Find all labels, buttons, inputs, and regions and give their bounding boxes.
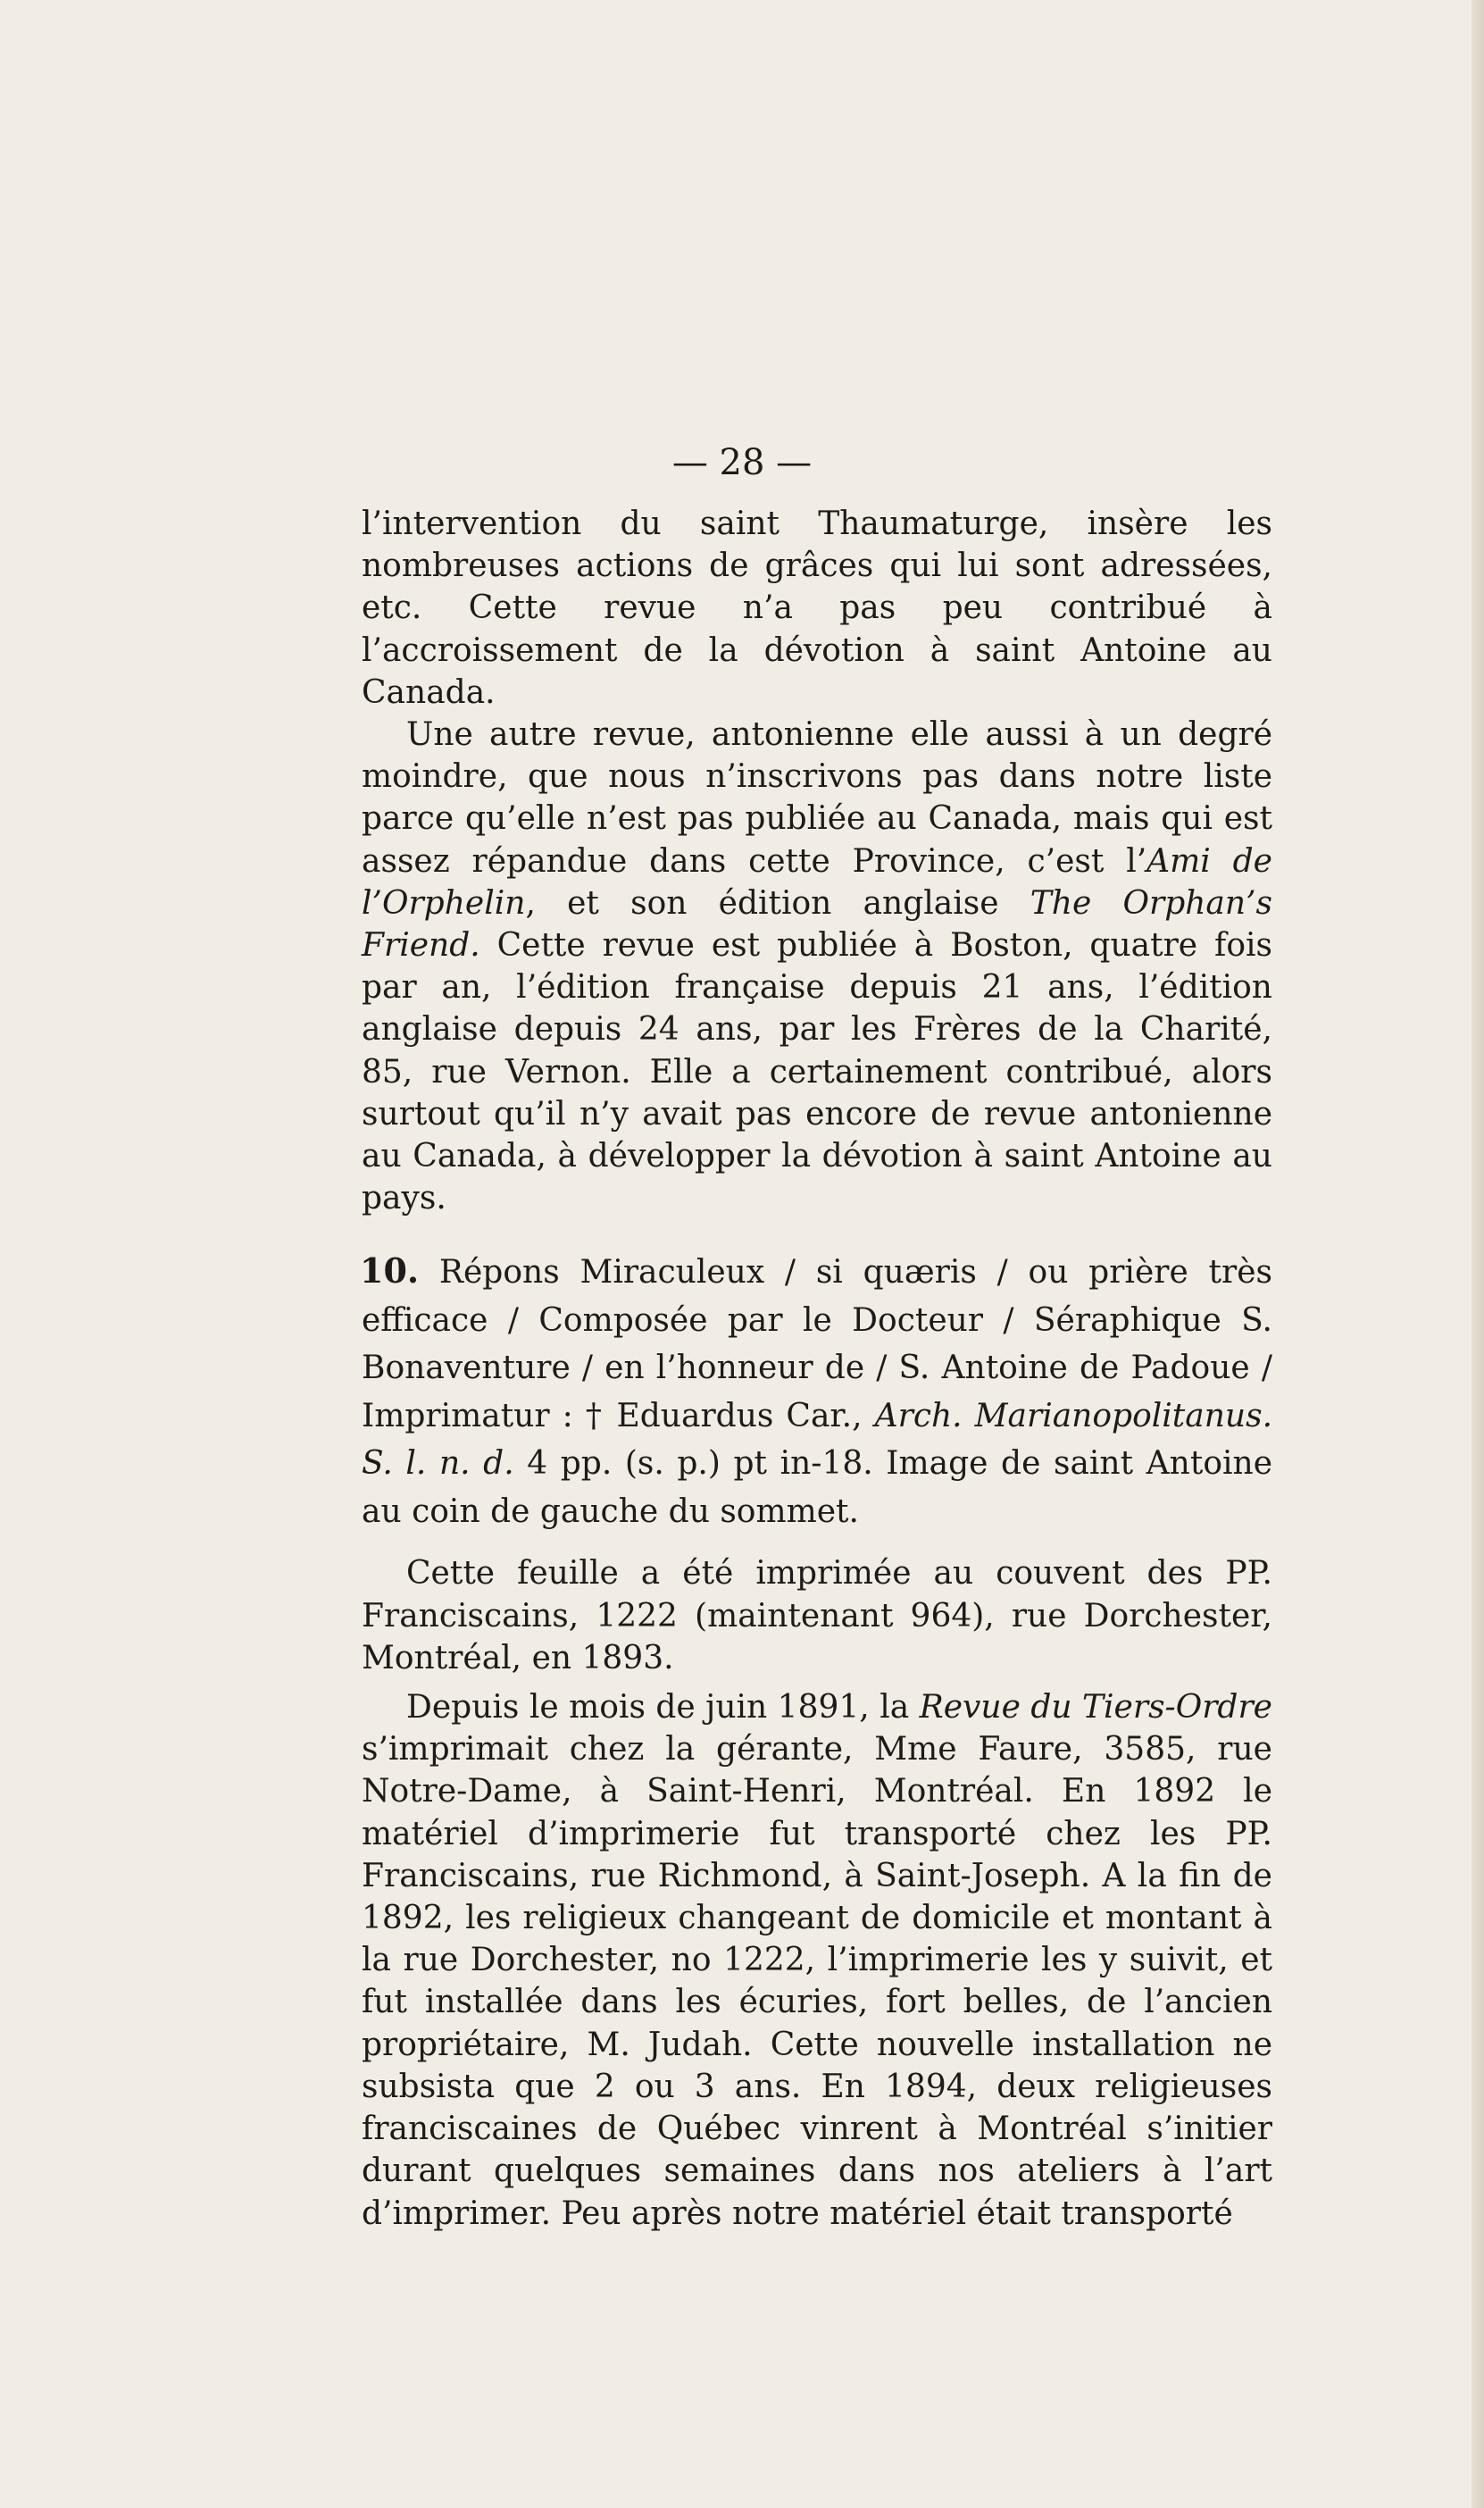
paragraph-text: Une autre revue, antonienne elle aussi à un degré moindre, que nous n’inscrivons pas dans notre liste parce qu’elle n’est pas publiée au Canada, mais qui est assez répandue dans cette Province, c’est l’ — [362, 716, 1272, 880]
paragraph-printing-history — [362, 1686, 1272, 2235]
paragraph-text: Cette feuille a été imprimée au couvent des PP. Franciscains, 1222 (maintenant 964), rue Dorchester, Montréal, en 1893. — [362, 1555, 1272, 1676]
entry-number: 10. — [360, 1250, 420, 1292]
paragraph-text: l’intervention du saint Thaumaturge, insère les nombreuses actions de grâces qui lui sont adressées, etc. Cette revue n’a pas peu contribué à l’accroissement de la dévotion à saint Antoine au Canada. — [362, 506, 1272, 711]
page-body — [362, 503, 1272, 2235]
bibliography-entry-10 — [362, 1247, 1272, 1535]
periodical-title: Ami de l’Orphelin — [362, 842, 1272, 922]
entry-italic: Arch. Marianopolitanus. S. l. n. d. — [362, 1397, 1273, 1483]
paragraph-continued — [362, 503, 1272, 714]
paragraph-printing-note — [362, 1552, 1272, 1679]
paragraph-text: Depuis le mois de juin 1891, la — [406, 1689, 920, 1726]
paragraph-text: s’imprimait chez la gérante, Mme Faure, 3585, rue Notre-Dame, à Saint-Henri, Montréal. En 1892 le matériel d’imprimerie fut transporté chez les PP. Franciscains, rue Richmond, à Saint-Joseph. A la fin de 1892, les religieux changeant de domicile et montant à la rue Dorchester, no 1222, l’imprimerie les y suivit, et fut installée dans les écuries, fort belles, de l’ancien propriétaire, M. Judah. Cette nouvelle installation ne subsista que 2 ou 3 ans. En 1894, deux religieuses franciscaines de Québec vinrent à Montréal s’initier durant quelques semaines dans nos ateliers à l’art d’imprimer. Peu après notre matériel était transporté — [362, 1731, 1272, 2232]
paragraph-ami-orphelin — [362, 714, 1272, 1219]
entry-text: 4 pp. (s. p.) pt in-18. Image de saint Antoine au coin de gauche du sommet. — [362, 1445, 1272, 1530]
paragraph-text: Cette revue est publiée à Boston, quatre fois par an, l’édition française depuis 21 ans, l’édition anglaise depuis 24 ans, par les Frères de la Charité, 85, rue Vernon. Elle a certainement contribué, alors surtout qu’il n’y avait pas encore de revue antonienne au Canada, à développer la dévotion à saint Antoine au pays. — [362, 927, 1272, 1217]
page-edge — [1471, 0, 1484, 2508]
page-number: — 28 — — [671, 442, 813, 483]
periodical-title: The Orphan’s Friend. — [362, 884, 1272, 965]
paragraph-text: , et son édition anglaise — [525, 884, 1030, 922]
entry-text: Répons Miraculeux / si quæris / ou prière très efficace / Composée par le Docteur / Séraphique S. Bonaventure / en l’honneur de / S. Antoine de Padoue / Imprimatur : † Eduardus Car., — [362, 1254, 1272, 1434]
periodical-title: Revue du Tiers-Ordre — [919, 1689, 1272, 1726]
